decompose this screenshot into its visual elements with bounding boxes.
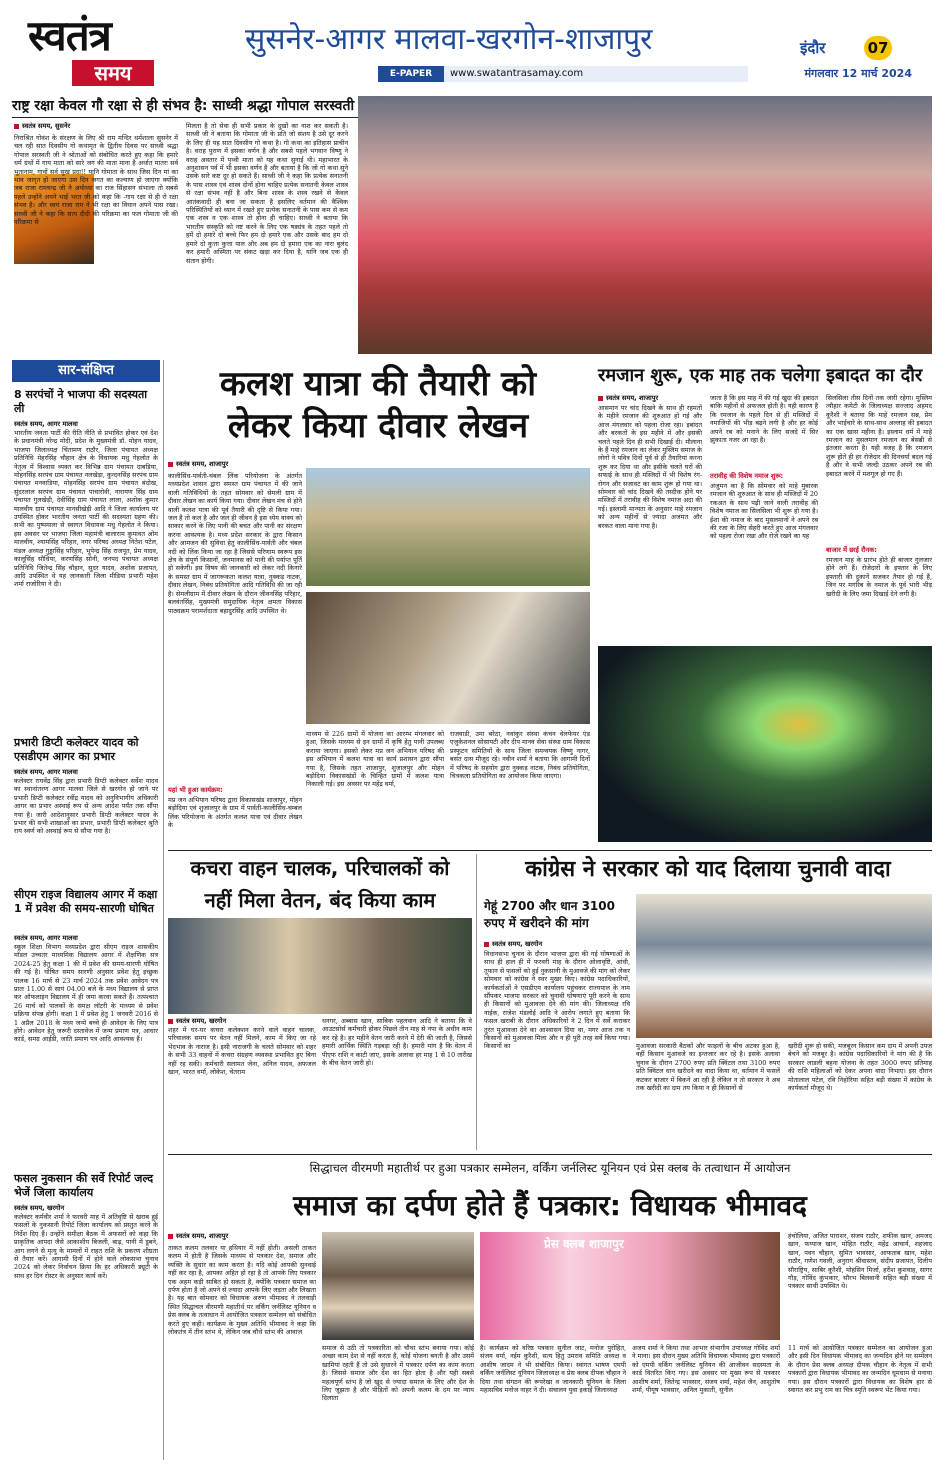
sidebar-item-title: 8 सरपंचों ने भाजपा की सदस्यता ली: [14, 388, 148, 415]
article2-headline-line1: कलश यात्रा की तैयारी को: [219, 364, 537, 404]
article3-col3: सिलसिला तीस दिनों तक जारी रहेगा। मुस्लिम त्यौहार कमेटी के जिलाध्यक्ष सज्जाद अहमद कुरैशी ने बताया कि माहे रमजान सब्र, प्रेम और भाईचारे के साथ-साथ अल्लाह की इबादत का एक खास महीना है। इस्लाम धर्म में माहे रमजान का मुसलमान रमजान का बेसब्री से इंतजार करता है। यही वजह है कि रमजान शुरू होते ही हर रोजेदार की दिनचर्या बदल गई है और वे सभी जल्दी उठकर अपने रब की इबादत करने में मशगूल हो गए हैं।: [826, 394, 932, 478]
byline-text: स्वतंत्र समय, खरगोन: [176, 1017, 227, 1025]
page-badge: [800, 36, 910, 60]
sidebar-item-title: फसल नुकसान की सर्वे रिपोर्ट जल्द भेजें जिला कार्यालय: [14, 1172, 154, 1199]
article3-col2b: अंजुमन का है कि सोमवार को माहे मुबारक रमजान की शुरुआत के साथ ही मस्जिदों में 20 रकअत के साथ पढ़ी जाने वाली तरावीह की विशेष नमाज का सिलसिला भी शुरू हो गया है। ईशा की नमाज के बाद मुसलमानों ने अपने रब की रजा के लिए सेहरी करते हुए आज मंगलवार को पहला रोजा रखा और रोजे रखने का यह: [710, 482, 818, 541]
byline-text: स्वतंत्र समय, खरगोन: [492, 940, 543, 948]
sidebar-item-title: प्रभारी डिप्टी कलेक्टर यादव को एसडीएम आगर का प्रभार: [14, 736, 139, 763]
masthead: [0, 0, 945, 92]
edition-title: सुसनेर-आगर मालवा-खरगोन-शाजापुर: [245, 22, 653, 57]
article2-col1b: मप्र जन अभियान परिषद द्वारा विकासखंड शाजापुर, मोहन बड़ोदिया एवं शुजालपुर के ग्राम में पार्वती-कालीसिंध-चम्बल लिंक परियोजना के अंतर्गत कलश यात्रा एवं दीवार लेखन के: [168, 796, 302, 830]
article1-col1: निराश्रित गोवंश के संरक्षण के लिए श्री राम मन्दिर धर्मशाला सुसनेर में चल रही सात दिवसीय गो कथामृत के द्वितीय दिवस पर साध्वी श्रद्धा गोपाल सरस्वती जी ने श्रोताओं को संबोधित करते हुए कहा कि हमारे धर्म ग्रंथों में गाय माता को सारे जग की माता माना है अर्थात मातरः सर्व भूतानाम, गावों सर्व सुख प्रदा!! यानि गोमाता के साथ जिस दिन मां का भाव जागृत हो जाएगा उस दिन जगत का कल्याण हो जाएगा क्योंकि जब राजा रामचन्द्र जी ने अयोध्या का राज सिंहासन संभाला तो सबसे पहले उन्होंने अपने भाई भरत जी को कहा कि -गाय रक्षा से ही रो रक्षा संभव है। और स्वयं राजा राम ने भी रक्षा का विधान अपने पास रखा। साध्वी जी ने कहा कि सत्य दीदी की परिक्रमा का फल गोमाता जी की परिक्रमा से: [14, 134, 178, 227]
byline-text: स्वतंत्र समय, शाजापुर: [176, 460, 229, 468]
page-number: 07: [867, 39, 889, 57]
article5-subhead: गेहूं 2700 और धान 3100 रुपए में खरीदने की मांग: [484, 899, 615, 930]
bullet-square-icon: [168, 462, 173, 467]
article5-headline: कांग्रेस ने सरकार को याद दिलाया चुनावी वादा: [525, 857, 891, 882]
sidebar-item-title: सीएम राइज विद्यालय आगर में कक्षा 1 में प्रवेश की समय-सारणी घोषित: [14, 888, 158, 915]
article6-col2: समाज से उठी तो पत्रकारिता को चौथा स्तंभ बनाया गया। कोई अच्छा काम देश से नहीं करता है, कोई योजना बनती है और उसमें खामियां रहती हैं तो उसे सुधारने में पत्रकार दर्पण का काम करता है। जिससे समाज और देश का हित होता है और यही सबसे महत्वपूर्ण स्तंभ है जो खुद से ज्यादा समाज के लिए और देश के लिए जूझता है और पीड़ितों को अपनी कलम के दम पर न्याय दिलाता: [322, 1344, 474, 1403]
sidebar: [12, 360, 160, 1460]
article5-col1: विधानसभा चुनाव के दौरान भाजपा द्वारा की गई घोषणाओं के साथ ही हाल ही में फरवरी माह के दौरान ओलावृष्टि, आंधी, तूफान से फसलों को हुई नुकसानी के मुआवजे की मांग को लेकर सोमवार को कांग्रेस ने स्थर मुखर किए। कांग्रेस पदाधिकारियों, कार्यकर्ताओं ने एसडीएम कार्यालय पहुंचकर राज्यपाल के नाम सौंपकर भाजपा सरकार को चुनावी घोषणाएं पूरी करने के साथ ही किसानों को मुआवजा देने की मांग की। जिलाध्यक्ष रवि नाईक, राजेश मंडलोई आदि ने आरोप लगाते हुए बताया कि फसल खराबी के दौरान अधिकारियों ने 2 दिन में सर्वे कराकर तुरंत मुआवजा देने का आश्वासन दिया था, मगर आज तक न किसानों को मुआवजा मिला और न ही पूरी तरह सर्वे किया गया। किसानों का: [484, 950, 630, 1051]
logo-bottom: समय: [94, 61, 132, 85]
bullet-square-icon: [14, 124, 19, 129]
byline-text: स्वतंत्र समय, शाजापुर: [176, 1232, 229, 1240]
crowd-banner-photo: [358, 96, 932, 354]
mosque-night-photo: [598, 646, 932, 842]
article2-headline-line2: लेकर किया दीवार लेखन: [227, 406, 529, 446]
sidebar-heading-box: [12, 360, 160, 382]
article4-headline-line2: नहीं मिला वेतन, बंद किया काम: [204, 888, 436, 912]
column-divider: [163, 360, 164, 1460]
article4-col1: शहर में घर-घर कचरा कलेक्शन करने वाले वाहन चालक, परिचालक समय पर वेतन नहीं मिलने, काम में किए जा रहे भेदभाव के नाराज है। इसी नाराजगी के चलते सोमवार को शहर के सभी 33 वाहनों में कचरा संग्रहण व्यवस्था प्रभावित हुए बिना नहीं रह सकी। कर्मचारी सलामत जेना, अनिल यादव, अफजल खान, भारत वर्मा, लोकेश, चेतराम: [168, 1026, 316, 1077]
article4-headline-line1: कचरा वाहन चालक, परिचालकों को: [190, 856, 450, 880]
sidebar-item-text: स्कूल शिक्षा विभाग मध्यप्रदेश द्वारा सीएम राइज शासकीय मॉडल उच्चतर माध्यमिक विद्यालय आगर में शैक्षणिक सत्र 2024-25 हेतु कक्षा 1 की में प्रवेश की समय-सारणी घोषित की गई है। घोषित समय सारणी अनुसार प्रवेश हेतु इच्छुक पालक 16 मार्च से 23 मार्च 2024 तक प्रवेश आवेदन पत्र प्रातः 11.00 से सायं 04.00 बजे के मध्य विद्यालय से प्राप्त कर ऑफलाइन विद्यालय में ही जमा करवा सकते हैं। तत्पश्चात 26 मार्च को पालकों के समक्ष लॉटरी के माध्यम से प्रवेश प्रक्रिया संपन्न होगी। कक्षा 1 में प्रवेश हेतु 1 जनवरी 2016 से 1 अप्रैल 2018 के मध्य जन्मे बच्चे ही आवेदन के लिए पात्र होंगे। आवेदन हेतु जरूरी दस्तावेज में जन्म प्रमाण पत्र, आधार कार्ड, समग्र आईडी, जाति प्रमाण पत्र आदि आवश्यक हैं।: [14, 943, 158, 1044]
divider: [168, 850, 932, 851]
bullet-square-icon: [168, 1019, 173, 1024]
sidebar-item-text: कलेक्टर कर्मवीर शर्मा ने फरवरी माह में अतिवृष्टि से खराब हुई फसलों के नुकसानी रिपोर्ट जिला कार्यालय को प्रस्तुत करने के निर्देश दिए हैं। उन्होंने समीक्षा बैठक में अफसरों को कहा कि प्राकृतिक आपदा जैसे आकाशीय बिजली, बाढ़, पानी में डूबने, आग लगने से मृत्यु के मामलों में राहत राशि के प्रकरण शीघ्रता से तैयार करें। आगामी दिनों में होने वाले लोकसभा चुनाव 2024 को लेकर निर्वाचन क्रिया कि हर अधिकारी ड्यूटी के साथ हर दिन रोस्टर के अनुसार कार्य करें।: [14, 1213, 158, 1280]
article6-col3: है। कार्यक्रम को वरिष्ठ पत्रकार सुनील जाट, मनोज पुरोहित, संजय वर्मा, नईम कुरैशी, सत्य हितु उमराव समिति अध्यक्ष व आशीष जादम ने भी संबोधित किया। स्वागत भाषण एमपी वर्किंग जर्नलिस्ट यूनियन जिलाध्यक्ष व प्रेस क्लब दीपक चौहान ने दिया तथा संगठन की रूपरेखा व जानकारी यूनियन के जिला महासचिव मनोज नाहर ने दी। संचालन युवा इकाई जिलाध्यक्ष: [480, 1344, 626, 1395]
article2-byline: [168, 460, 308, 469]
page-number-circle: [864, 36, 892, 60]
press-club-banner-text: प्रेस क्लब शाजापुर: [544, 1237, 624, 1251]
sidebar-item-byline: स्वतंत्र समय, आगर मालवा: [14, 934, 78, 942]
article5-byline: [484, 940, 630, 949]
article6-col5b: 11 मार्च को आयोजित पत्रकार सम्मेलन का आयोजन हुआ और इसी दिन विधायक भीमावद का जन्मदिन होने पर सम्मेलन के दौरान प्रेस क्लब अध्यक्ष दीपक चौहान के नेतृत्व में सभी पत्रकारों द्वारा विधायक भीमावद का जन्मदिन धूमधाम से मनाया गया। इस दौरान पत्रकारों द्वारा विधायक का विशेष हार से स्वागत कर प्रभु राम का चित्र स्मृति स्वरूप भेंट किया गया।: [788, 1344, 932, 1395]
press-meet-photo-2: [480, 1232, 780, 1340]
wall-writing-photo-1: [306, 468, 590, 586]
article5-col2: मुआवजा सरकारी बैठकों और फाइलों के बीच अटका हुआ है, वहीं किसान मुआवजे का इन्तजार कर रहे है। इसके अलावा चुनाव के दौरान 2700 रुपए प्रति क्विंटल तथा 3100 रुपए प्रति क्विंटल धान खरीदने का वादा किया था, वर्तमान में फसलें कटकर बाजार में बिकने आ रही है लेकिन न तो सरकार ने अब तक खरीदी का दाम तय किया न ही किसानों से: [636, 1042, 780, 1093]
logo-top: स्वतंत्र: [28, 11, 111, 60]
congress-protest-photo: [636, 894, 932, 1038]
article2-col1: कालीसिंध-पार्वती-चंबल लिंक परियोजना के अंतर्गत मध्यप्रदेश शासन द्वारा समस्त ग्राम पंचायत में की जाने वाली गतिविधियों के तहत सोमवार को सेमली ग्राम में दीवार लेखन का कार्य किया गया। दीवार लेखन मंच से होने वाली कलश यात्रा की पूर्व तैयारी की दृष्टि से किया गया। जल है तो कल है और जल ही जीवन है इस ध्येय वाक्य को साकार करने के लिए पानी की बचत और पानी का संरक्षण करना आवश्यक है। मध्य प्रदेश सरकार के द्वारा किसान और आमजन की सुविधा हेतु कालीसिंध-पार्वती और चंबल नदी को लिंक किया जा रहा है जिससे परिणाम स्वरूप इस क्षेत्र के संपूर्ण किसानों, जनमानस को पानी की पर्याप्त पूर्ति हो सकेगी। इस विषय की जानकारी को लेकर नदी किनारे के समस्त ग्राम में जागरूकता कलश यात्रा, नुक्कड़ नाटक, दीवार लेखन, निबंध प्रतियोगिता आदि गतिविधि की जा रही है। सेमलीग्राम में दीवार लेखन के दौरान जीवनसिंह परिहार, बलवंतसिंह, मुख्यमंत्री समुदायिक नेतृत्व क्षमता विकास पाठ्यक्रम परामर्शदाता बहादुरसिंह आदि उपस्थित थे।: [168, 472, 302, 615]
article3-col1: आसमान पर चांद दिखने के साथ ही रहमतों के महीने रमजान की शुरुआत हो गई और आज मंगलवार को पहला रोजा रहा। इबादत और बरकतों के इस महीने में और इसकी चलते पहले दिन ही सभी दिखाई दी। मौलाना के हैं माहे रमजान का लेकर मुस्लिम समाज के लोगों ने पवित्र दिनों पूर्व से ही तैयारियां करना शुरू कर दिया था और इसीके चलते घरों की सफाई के साथ ही मस्जिदों में भी विशेष रंग-रोगन और सजावट का काम शुरू हो गया था। सोमवार को चांद दिखने की तस्दीक होने पर मस्जिदों में तरावीह की विशेष नमाज अदा की गई। इस्लामी मान्यता के अनुसार माहे रमजान को अन्य महीनों से ज्यादा अजमत और बरकत वाला माना गया है।: [598, 404, 702, 530]
article6-col5: हंचोलिया, अजित पाराशर, संजय राठौर, शफीक खान, अमजद खान, फय्याज खान, मोहित राठौर, महेंद्र आचार्य, शहजाद खान, पवन चौहान, सुमित भावसार, आफताब खान, महेश राठौर, गणेश गवली, अनुराग श्रीवास्तव, संदीप प्रजापत, दिलीप सौराष्ट्रिय, साबिर कुरैशी, मोहसिन मिर्जा, हरीश कुशवाह, सागर गौड़, गोविंद कुंभकार, सौरभ बिलवानी सहित बड़ी संख्या में पत्रकार साथी उपस्थित थे।: [788, 1232, 932, 1291]
sidebar-item-byline: स्वतंत्र समय, आगर मालवा: [14, 768, 78, 776]
bullet-square-icon: [168, 1234, 173, 1239]
article5-col3: खरीदी शुरू हो सकी, मजबूरन किसान कम दाम में अपनी उपज बेचने को मजबूर है। कांग्रेस पदाधिकारियों ने मांग की है कि सरकार लाडली बहना योजना के तहत 3000 रुपए प्रतिमाह की राशि महिलाओं को देकर अपना वादा निभाए। इस दौरान मोतालाल पटेल, रवि निहोरिया सहित बड़ी संख्या में कांग्रेस के कार्यकर्ता मौजूद थे।: [788, 1042, 932, 1093]
sidebar-heading: सार-संक्षिप्त: [58, 363, 114, 378]
article4-col2: धनगर, अब्बास खान, साबिक पहलवान आदि ने बताया कि वे आउटसोर्स कर्मचारी होकर पिछले तीन माह से नपा के अधीन काम कर रहे है। हर महीने वेतन जारी करने में देरी की जाती है, जिससे हमारी आर्थिक स्थिति गड़बड़ा रही है। हमारी मांग है कि वेतन में पीएफ राशि न काटी जाए, इसके अलावा हर माह 1 से 10 तारीख के बीच वेतन जारी हो।: [322, 1017, 472, 1068]
sidebar-item-byline: स्वतंत्र समय, खरगोन: [14, 1204, 65, 1212]
bullet-square-icon: [598, 396, 603, 401]
sidebar-item-text: भारतीय जनता पार्टी की रीति नीति से प्रभावित होकर एवं देश के प्रधानमंत्री नरेन्द्र मोदी, प्रदेश के मुख्यमंत्री डॉ. मोहन यादव, भाजपा जिलाध्यक्ष चिंतामण राठौर, जिला पंचायत अध्यक्ष प्रतिनिधि मेहरसिंह चौहान क्षेत्र के विधायक मधु गेहलोत के नेतृत्व में विश्वास व्यक्त कर विभिन्न ग्राम पंचायत दाबड़िया, मोहनसिंह सरपंच ग्राम पंचायत नलखेड़ा, कुन्दनसिंह सरपंच ग्राम पंचायत मनवाडिया, मोहनसिंह सरपंच ग्राम पंचायत बंदोख, सुंदरलाल सरपंच ग्राम पंचायत पाचारोवी, नारायण सिंह ग्राम पंचायत गुलखेड़ी, देवीसिंह ग्राम पंचायत लाला, अशोक कुमार मालवीय ग्राम पंचायत मानसीखेड़ी आदि ने जिला कार्यालय पर उपस्थित होकर भारतीय जनता पार्टी की सदस्यता ग्रहण की। सभी का पुष्पमाला से स्वागत विधायक मधु गेहलोत ने किया। इस अवसर पर भाजपा जिला महामंत्री बालाराम कुमावत ओम मालवीय, श्यामसिंह परिहार, नगर परिषद अध्यक्ष नितेश पटेल, मंडल अध्यक्ष गुड्डासिंह परिहार, भूपेन्द्र सिंह राजपूत, प्रेम यादव, कालूसिंह सौधिया, करणसिंह सोनी, जनपद पंचायत अध्यक्ष प्रतिनिधि जितेन्द्र सिंह चौहान, सुदर यादव, अशोक प्रजापत, आदि उपस्थित थे यह जानकारी जिला मीडिया प्रभारी महेश शर्मा राजोरिया ने दी।: [14, 429, 158, 589]
article3-byline: [598, 394, 708, 403]
article1-byline: [14, 122, 184, 131]
column-divider: [476, 854, 477, 1150]
logo-bottom-box: [72, 60, 154, 86]
article6-col1: ताकत कलम तलवार या हथियार में नहीं होती। असली ताकत कलम में होती है जिसके माध्यम से पत्रकार देश, समाज और व्यक्ति के सुधार का काम करता है। यदि कोई आपकी सुनवाई नहीं कर रहा है, आपका अहित हो रहा है तो आपके लिए पत्रकार एक अहम कड़ी साबित हो सकता है, क्योंकि पत्रकार समाज का दर्पण होता है जो अपने से ज्यादा आपके लिए लड़ता और लिखता है। यह बात सोमवार को विधायक अरुण भीमावद ने तलवाड़ी स्थित सिद्धाचल वीरमणी महातीर्थ पर वर्किंग जर्नलिस्ट यूनियन व प्रेस क्लब के तत्वाधान में आयोजित पत्रकार सम्मेलन को संबोधित करते हुए कही। कार्यक्रम के मुख्य अतिथि भीमावद ने कहा कि लोकतंत्र में तीन स्तंभ थे, लेकिन जब चौथे स्तंभ की आवाज: [168, 1244, 316, 1337]
article3-subhead: तरावीह की विशेष नमाज शुरू:: [710, 472, 784, 480]
date: मंगलवार 12 मार्च 2024: [804, 67, 912, 80]
byline-text: स्वतंत्र समय, शाजापुर: [606, 394, 659, 402]
article6-byline: [168, 1232, 318, 1241]
byline-text: स्वतंत्र समय, सुसनेर: [22, 122, 71, 130]
article2-subhead: यहां भी हुआ कार्यक्रम:: [168, 786, 223, 794]
article3-subhead2: बाजार में छाई रौनक:: [826, 546, 877, 554]
sidebar-item-text: कलेक्टर राघवेंद्र सिंह द्वारा प्रभारी डिप्टी कलेक्टर सर्वेश यादव का स्थानांतरण आगर मालवा जिले से खरगोन हो जाने पर प्रभारी डिप्टी कलेक्टर रवींद्र यादव को अनुविभागीय अधिकारी आगर का प्रभार अस्थाई रूप से अन्य आदेश पर्यंत तक सौंपा गया है। जारी आदेशानुसार प्रभारी डिप्टी कलेक्टर यादव के प्रभार की सभी शाखाओं का प्रभार, प्रभारी डिप्टी कलेक्टर श्रुति राय स्वर्ण को अस्थाई रूप से सौंपा गया है।: [14, 777, 158, 836]
article6-col4: अजय शर्मा ने किया तथा आभार संभागीय उपाध्यक्ष गोविंद शर्मा ने माना। इस दौरान मुख्य अतिथि विधायक भीमावद द्वारा पत्रकारों को एमपी वर्किंग जर्नलिस्ट यूनियन की आजीवन सदस्यता के कार्ड वितरित किए गए। इस अवसर पर मुख्य रूप से पत्रकार आशीष शर्मा, जितेन्द्र भावसार, संजय शर्मा, महेश जैन, आशुतोष शर्मा, पीयूष भावसार, अनिल मुकाती, सुनील: [632, 1344, 780, 1395]
epaper-bar: [378, 66, 748, 82]
sanitation-workers-photo: [168, 918, 472, 1014]
article1-headline: राष्ट्र रक्षा केवल गौ रक्षा से ही संभव है: साध्वी श्रद्धा गोपाल सरस्वती: [12, 98, 355, 114]
website-link[interactable]: www.swatantrasamay.com: [450, 68, 584, 79]
bullet-square-icon: [484, 942, 489, 947]
article2-col2: माध्यम से 226 ग्रामों में योजना का आरम्भ मंगलवार को हुआ, जिसके माध्यम से इन ग्रामों में कृषि हेतु पानी उपलब्ध कराया जाएगा। इसको लेकर मप्र जन अभियान परिषद की इस अभियान में कलश यात्रा का कार्य प्रशासन द्वारा सौंपा गया है, जिसके तहत शाजापुर, शुजालपुर और मोहन बड़ोदिया विकासखंडों के चिन्हित ग्रामों में कलश यात्रा निकाली गई। इस अवसर पर महेंद्र वर्मा,: [306, 730, 444, 789]
epaper-label: E-PAPER: [378, 66, 444, 82]
city-label: इंदौर: [800, 39, 826, 57]
sidebar-item-byline: स्वतंत्र समय, आगर मालवा: [14, 420, 78, 428]
divider: [168, 1154, 932, 1155]
article3-col3b: रमजान माह के प्रारंभ होते ही बाजार गुलजार होने लगे हैं। रोजेदारों के इफ्तार के लिए इफ्तारी की दुकानें सजकर तैयार हो गई हैं, जिन पर मगरिब के नमाज के पूर्व भारी भीड़ खरीदी के लिए जमा दिखाई देने लगी है।: [826, 556, 932, 598]
article6-headline: समाज का दर्पण होते हैं पत्रकार: विधायक भीमावद: [293, 1189, 807, 1222]
article1-col2: मिलता है तो सेवा ही सभी प्रकार के दुखों का नाश कर सकती है। साध्वी जी ने बताया कि गोमाता जी के प्रति जो संशय है उसे दूर करने के लिए ही यह सात दिवसीय गो कथा है। गो कथा का इतिहास प्राचीन है। वराह पुराण में इसका वर्णन है और सबसे पहले भगवान विष्णु ने वराह अवतार में पृथ्वी माता को यह कथा सुनाई थी। महाभारत के अनुशासन पर्व में भी इसका वर्णन है और बताया है कि जो गो कथा सुने उसके सारे कष्ट दूर हो सकते हैं। साध्वी जी ने कहा कि प्रत्येक सनातनी के पास शास्त्र एवं शास्त्र दोनों होना चाहिए प्रत्येक सनातनी केवल शास्त्र से रक्षा संभव नहीं है और बिना शास्त्र के शस्त्र रखने से केवल आतंकवादी ही बना जा सकता है इसलिए वर्तमान की वैश्विक परिस्थितियों को ध्यान में रखते हुए प्रत्येक सनातनी के पास कम से कम एक शस्त्र व एक शास्त्र तो होना ही चाहिए। साध्वी ने बताया कि भारतीय संस्कृति को नष्ट करने के लिए एक षड्यंत्र के तहत पहले तो हमें दो हमारे दो बच्चे फिर हम दो हमारे एक और उसके बाद हम दो हमारे दो कुत्ता कुत्ता पाल ओर अब हम दो हमारा एक का नारा बुलंद कर हमारी अस्मिता पर संकट खड़ा कर दिया है, यानि जब एक ही संतान होगी।: [186, 122, 348, 265]
article4-byline: [168, 1017, 308, 1026]
article2-col3: राजवाडी, उमा बरेठा, नवांकुर संस्था कंचन वेलफेयर एंड एजुकेशनल सोसायटी और दीप मानव सेवा संस्था ग्राम विकास प्रस्फुटन समितियों के साथ जिला समन्वयक विष्णु नागर, बसंत दास मौजूद रहे। नवीन शर्मा ने बताया कि आगामी दिनों में परिषद के सहयोग द्वारा नुक्कड़ नाटक, निबंध प्रतियोगिता, चित्रकला प्रतियोगिता का आयोजन किया जाएगा।: [450, 730, 590, 781]
wall-writing-photo-2: [306, 592, 590, 724]
article3-headline: रमजान शुरू, एक माह तक चलेगा इबादत का दौर: [598, 365, 923, 386]
article3-col2: जाता है कि इस माह में की गई खुदा की इबादत बाकि महीनों से अफजल होती है। यही कारण है कि रमजान के पहले दिन से ही मस्जिदों में नमाजियों की भीड़ बढ़ने लगी है और हर कोई अपने रब को मनाने के लिए सजदे में सिर झुकाता नजर आ रहा है।: [710, 394, 818, 445]
press-meet-photo-1: [322, 1232, 474, 1340]
article6-kicker: सिद्धाचल वीरमणी महातीर्थ पर हुआ पत्रकार सम्मेलन, वर्किंग जर्नलिस्ट यूनियन एवं प्रेस क्लब के तत्वाधान में आयोजन: [309, 1161, 791, 1175]
logo: [28, 12, 168, 86]
